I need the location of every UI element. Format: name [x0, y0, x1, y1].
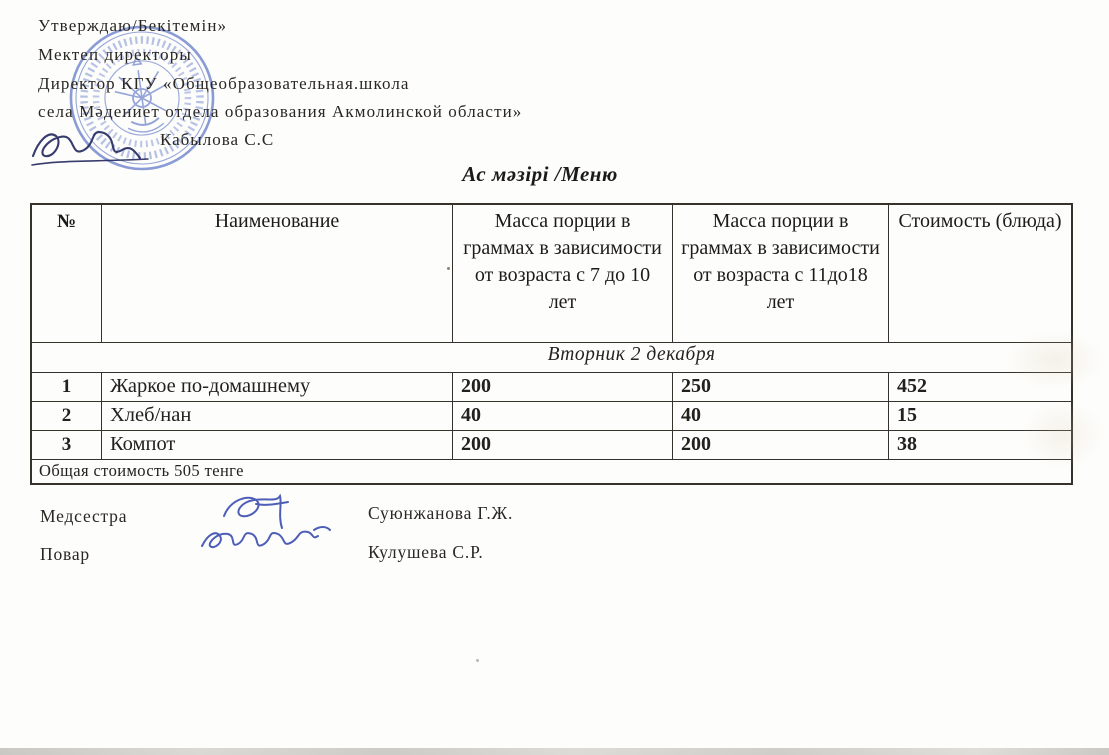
row-number-cell: 3 — [31, 431, 102, 460]
nurse-name: Суюнжанова Г.Ж. — [368, 503, 514, 523]
day-header: Вторник 2 декабря — [31, 343, 1072, 373]
day-header-row — [31, 343, 1072, 373]
approval-line: Директор КГУ «Общеобразовательная.школа — [38, 73, 410, 93]
menu-table — [30, 203, 1073, 485]
table-row — [31, 402, 1072, 431]
page-title: Ас мәзірі /Меню — [462, 162, 618, 186]
approval-line: Мектеп директоры — [38, 44, 192, 64]
dish-name-cell: Жаркое по-домашнему — [102, 373, 453, 402]
mass-11-18-cell: 40 — [673, 402, 889, 431]
role-nurse: Медсестра — [40, 506, 128, 526]
director-name: Кабылова С.С — [160, 130, 275, 149]
scan-speckle — [447, 267, 450, 270]
role-cook: Повар — [40, 544, 90, 564]
cook-name: Кулушева С.Р. — [368, 542, 484, 562]
cost-cell: 38 — [889, 431, 1073, 460]
column-header-mass-7-10: Масса порции в граммах в зависимости от возраста с 7 до 10 лет — [453, 204, 673, 343]
cost-cell: 15 — [889, 402, 1073, 431]
total-cost-text: Общая стоимость 505 тенге — [31, 460, 1072, 485]
total-row — [31, 460, 1072, 485]
approval-line: села Мәдениет отдела образования Акмолинской области» — [38, 102, 523, 122]
scan-speckle — [476, 659, 479, 662]
column-header-number: № — [31, 204, 102, 343]
mass-7-10-cell: 200 — [453, 431, 673, 460]
approval-block — [38, 12, 522, 127]
cost-cell: 452 — [889, 373, 1073, 402]
dish-name-cell: Компот — [102, 431, 453, 460]
column-header-cost: Стоимость (блюда) — [889, 204, 1073, 343]
scan-edge-strip — [0, 748, 1109, 755]
mass-7-10-cell: 200 — [453, 373, 673, 402]
table-row — [31, 373, 1072, 402]
table-row — [31, 431, 1072, 460]
signature-names — [368, 503, 513, 563]
dish-name-cell: Хлеб/нан — [102, 402, 453, 431]
row-number-cell: 1 — [31, 373, 102, 402]
column-header-name: Наименование — [102, 204, 453, 343]
mass-11-18-cell: 200 — [673, 431, 889, 460]
column-header-mass-11-18: Масса порции в граммах в зависимости от возраста с 11до18 лет — [673, 204, 889, 343]
director-signature-icon — [30, 120, 180, 180]
staff-signature-icon — [196, 486, 356, 576]
approval-line: Утверждаю/Бекітемін» — [38, 16, 228, 35]
signature-roles — [40, 506, 127, 565]
table-header-row — [31, 204, 1072, 343]
mass-7-10-cell: 40 — [453, 402, 673, 431]
mass-11-18-cell: 250 — [673, 373, 889, 402]
row-number-cell: 2 — [31, 402, 102, 431]
